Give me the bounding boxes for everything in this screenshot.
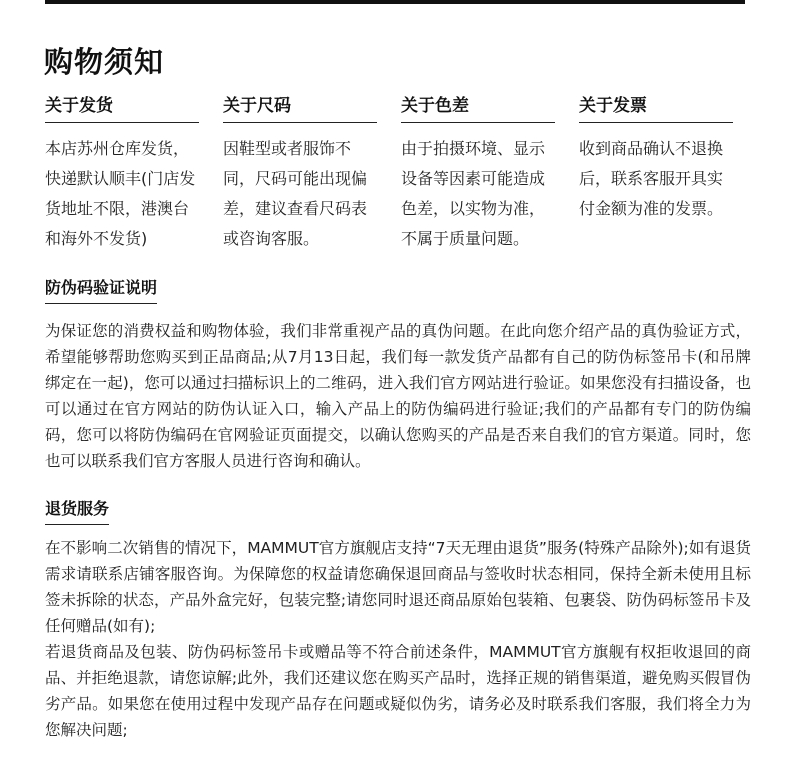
invoice-text: 收到商品确认不退换后，联系客服开具实付金额为准的发票。 <box>579 139 724 218</box>
color-heading: 关于色差 <box>401 94 555 123</box>
top-divider-bar <box>45 0 745 4</box>
color-text: 由于拍摄环境、显示设备等因素可能造成色差，以实物为准，不属于质量问题。 <box>401 139 546 248</box>
returns-text-1: 在不影响二次销售的情况下，MAMMUT官方旗舰店支持“7天无理由退货”服务(特殊产品除外);如有退货需求请联系店铺客服咨询。为保障您的权益请您确保退回商品与签收时状态相同，保持全新未使用且标签未拆除的状态，产品外盒完好，包装完整;请您同时退还商品原始包装箱、包裹袋、防伪码标签吊卡及任何赠品(如有); <box>45 539 751 635</box>
size-text: 因鞋型或者服饰不同，尺码可能出现偏差，建议查看尺码表或咨询客服。 <box>223 139 368 248</box>
page-title: 购物须知 <box>44 45 165 79</box>
anti-fake-text: 为保证您的消费权益和购物体验，我们非常重视产品的真伪问题。在此向您介绍产品的真伪验证方式，希望能够帮助您购买到正品商品;从7月13日起，我们每一款发货产品都有自己的防伪标签吊卡(和吊牌绑定在一起)，您可以通过扫描标识上的二维码，进入我们官方网站进行验证。如果您没有扫描设备，也可以通过在官方网站的防伪认证入口，输入产品上的防伪编码进行验证;我们的产品都有专门的防伪编码，您可以将防伪编码在官网验证页面提交，以确认您购买的产品是否来自我们的官方渠道。同时，您也可以联系我们官方客服人员进行咨询和确认。 <box>45 322 751 470</box>
invoice-heading: 关于发票 <box>579 94 733 123</box>
returns-heading: 退货服务 <box>45 498 109 525</box>
anti-fake-heading: 防伪码验证说明 <box>45 277 157 304</box>
size-column <box>223 94 377 254</box>
returns-text-2: 若退货商品及包装、防伪码标签吊卡或赠品等不符合前述条件，MAMMUT官方旗舰有权拒收退回的商品、并拒绝退款，请您谅解;此外，我们还建议您在购买产品时，选择正规的销售渠道，避免购买假冒伪劣产品。如果您在使用过程中发现产品存在问题或疑似伪劣，请务必及时联系我们客服，我们将全力为您解决问题; <box>45 643 751 739</box>
shipping-column <box>45 94 199 254</box>
shipping-heading: 关于发货 <box>45 94 199 123</box>
shipping-text: 本店苏州仓库发货，快递默认顺丰(门店发货地址不限，港澳台和海外不发货) <box>45 139 196 248</box>
color-column <box>401 94 555 254</box>
invoice-column <box>579 94 733 224</box>
size-heading: 关于尺码 <box>223 94 377 123</box>
info-columns <box>45 94 745 264</box>
